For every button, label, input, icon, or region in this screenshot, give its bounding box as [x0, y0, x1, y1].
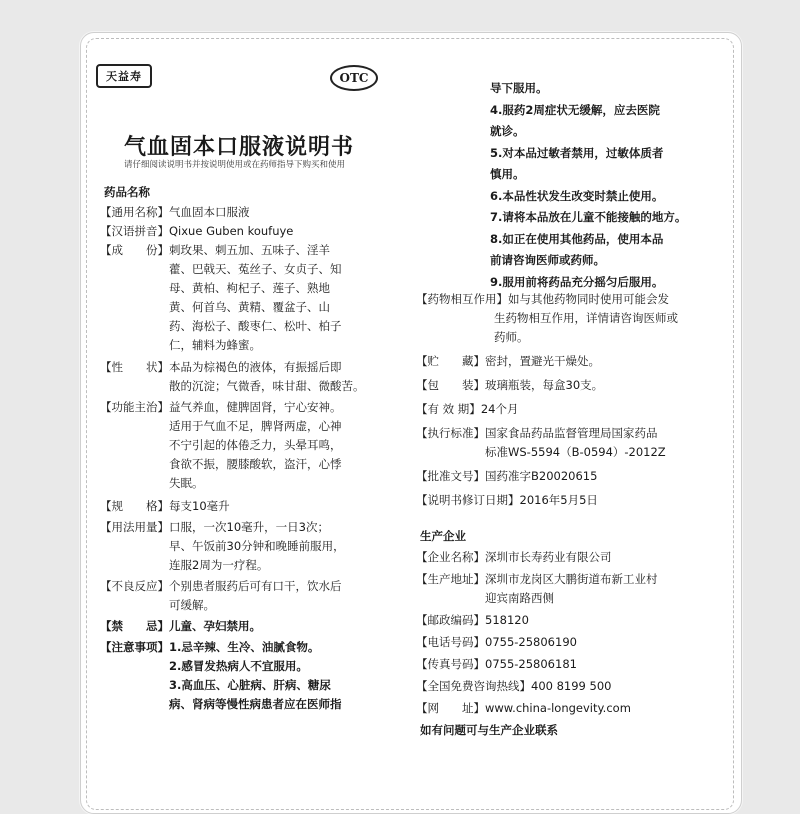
field-label: 【电话号码】 — [416, 635, 485, 649]
value-line: 药师。 — [494, 330, 529, 344]
field-value — [485, 699, 728, 718]
field-value — [485, 548, 728, 567]
note-line: 前请咨询医师或药师。 — [490, 253, 605, 267]
value-line: 母、黄柏、枸杞子、莲子、熟地 — [169, 281, 330, 295]
note-line: 5.对本品过敏者禁用，过敏体质者 — [490, 145, 664, 160]
field-value — [169, 222, 395, 241]
value-line: 益气养血，健脾固肾，宁心安神。 — [169, 400, 342, 414]
value-line: 标准WS-5594（B-0594）-2012Z — [485, 445, 666, 459]
value-line: 深圳市长寿药业有限公司 — [485, 550, 612, 564]
note-line: 6.本品性状发生改变时禁止使用。 — [490, 188, 664, 203]
note-line: 4.服药2周症状无缓解，应去医院 — [490, 102, 660, 117]
value-line: 仁，辅料为蜂蜜。 — [169, 338, 261, 352]
value-line: 2.感冒发热病人不宜服用。 — [169, 659, 308, 673]
value-line: 生药物相互作用，详情请咨询医师或 — [494, 311, 678, 325]
field-value — [169, 241, 395, 355]
field-value — [169, 638, 395, 714]
field-label: 【传真号码】 — [416, 657, 485, 671]
field-label: 【药物相互作用】 — [416, 292, 508, 306]
value-line: 迎宾南路西侧 — [485, 591, 554, 605]
field-postcode — [416, 611, 728, 630]
field-label: 【包 装】 — [416, 378, 485, 392]
value-line: 失眠。 — [169, 476, 204, 490]
value-line: 病、肾病等慢性病患者应在医师指 — [169, 697, 342, 711]
value-line: 藿、巴戟天、菟丝子、女贞子、知 — [169, 262, 342, 276]
value-line: 可缓解。 — [169, 598, 215, 612]
note-line: 7.请将本品放在儿童不能接触的地方。 — [490, 210, 687, 224]
field-value — [485, 352, 728, 371]
value-line: 适用于气血不足，脾肾两虚，心神 — [169, 419, 342, 433]
field-company-name — [416, 548, 728, 567]
field-standard — [416, 424, 728, 462]
field-dosage — [100, 518, 395, 575]
field-label: 【邮政编码】 — [416, 613, 485, 627]
value-line: 国药准字B20020615 — [485, 469, 598, 483]
field-label: 【规 格】 — [100, 499, 169, 513]
field-approval-number — [416, 467, 728, 486]
field-label: 【成 份】 — [100, 243, 169, 257]
field-value — [485, 633, 728, 652]
value-line: 密封，置避光干燥处。 — [485, 354, 600, 368]
field-value — [169, 497, 395, 516]
value-line: 刺玫果、刺五加、五味子、淫羊 — [169, 243, 330, 257]
value-line: Qixue Guben koufuye — [169, 224, 294, 238]
value-line: www.china-longevity.com — [485, 701, 631, 715]
field-interactions-cont — [416, 309, 728, 347]
field-value — [485, 570, 728, 608]
field-label: 【通用名称】 — [100, 205, 169, 219]
note-line: 9.服用前将药品充分摇匀后服用。 — [490, 274, 664, 289]
value-line: 深圳市龙岗区大鹏街道布新工业村 — [485, 572, 658, 586]
field-value — [169, 358, 395, 396]
field-label: 【汉语拼音】 — [100, 224, 169, 238]
field-website — [416, 699, 728, 718]
field-label: 【企业名称】 — [416, 550, 485, 564]
note-line: 就诊。 — [490, 124, 525, 138]
value-line: 儿童、孕妇禁用。 — [169, 619, 261, 633]
otc-badge: OTC — [330, 65, 378, 91]
field-ingredients — [100, 241, 395, 355]
value-line: 口服，一次10毫升，一日3次； — [169, 520, 329, 534]
field-generic-name — [100, 203, 395, 222]
note-line: 导下服用。 — [490, 81, 548, 95]
value-line: 0755-25806181 — [485, 657, 577, 671]
document-title: 气血固本口服液说明书 — [124, 135, 355, 160]
value-line: 如与其他药物同时使用可能会发 — [508, 292, 669, 306]
value-line: 药、海松子、酸枣仁、松叶、柏子 — [169, 319, 342, 333]
field-phone — [416, 633, 728, 652]
document-subtitle: 请仔细阅读说明书并按说明使用或在药师指导下购买和使用 — [124, 160, 346, 170]
field-value — [481, 400, 728, 419]
field-label: 【禁 忌】 — [100, 619, 169, 633]
field-value — [508, 290, 728, 309]
value-line: 每支10毫升 — [169, 499, 230, 513]
value-line: 个别患者服药后可有口干，饮水后 — [169, 579, 342, 593]
field-properties — [100, 358, 395, 396]
field-value — [169, 203, 395, 222]
field-label: 【功能主治】 — [100, 400, 169, 414]
field-label: 【有 效 期】 — [416, 402, 481, 416]
field-label: 【不良反应】 — [100, 579, 169, 593]
field-fax — [416, 655, 728, 674]
field-label: 【注意事项】 — [100, 640, 169, 654]
field-adverse-reactions — [100, 577, 395, 615]
field-value — [485, 611, 728, 630]
value-line: 散的沉淀；气微香，味甘甜、微酸苦。 — [169, 379, 365, 393]
field-indications — [100, 398, 395, 493]
field-value — [169, 398, 395, 493]
value-line: 食欲不振，腰膝酸软，盗汗，心悸 — [169, 457, 342, 471]
note-line: 慎用。 — [490, 167, 525, 181]
field-hotline — [416, 677, 728, 696]
value-line: 本品为棕褐色的液体，有振摇后即 — [169, 360, 342, 374]
field-specification — [100, 497, 395, 516]
left-column — [100, 203, 395, 714]
field-label: 【用法用量】 — [100, 520, 169, 534]
field-revision-date — [416, 491, 728, 510]
field-value — [485, 376, 728, 395]
value-line: 518120 — [485, 613, 529, 627]
company-block — [416, 548, 728, 718]
field-package — [416, 376, 728, 395]
field-value — [169, 577, 395, 615]
precautions-continued — [490, 78, 730, 293]
field-value — [169, 617, 395, 636]
field-value — [485, 467, 728, 486]
value-line: 0755-25806190 — [485, 635, 577, 649]
value-line: 气血固本口服液 — [169, 205, 250, 219]
field-label: 【批准文号】 — [416, 469, 485, 483]
field-label: 【生产地址】 — [416, 572, 485, 586]
field-interactions — [416, 290, 728, 309]
value-line: 黄、何首乌、黄精、覆盆子、山 — [169, 300, 330, 314]
value-line: 玻璃瓶装，每盒30支。 — [485, 378, 604, 392]
field-precautions — [100, 638, 395, 714]
field-contraindications — [100, 617, 395, 636]
field-label: 【执行标准】 — [416, 426, 485, 440]
field-label: 【全国免费咨询热线】 — [416, 679, 531, 693]
value-line: 400 8199 500 — [531, 679, 612, 693]
field-label: 【说明书修订日期】 — [416, 493, 520, 507]
value-line: 国家食品药品监督管理局国家药品 — [485, 426, 658, 440]
value-line: 连服2周为一疗程。 — [169, 558, 269, 572]
value-line: 早、午饭前30分钟和晚睡前服用， — [169, 539, 345, 553]
section-drug-name: 药品名称 — [104, 185, 150, 199]
right-column — [416, 290, 728, 510]
value-line: 3.高血压、心脏病、肝病、糖尿 — [169, 678, 331, 692]
field-value — [169, 518, 395, 575]
brand-logo: 天益寿 — [96, 64, 152, 88]
field-value — [531, 677, 728, 696]
note-line: 8.如正在使用其他药品，使用本品 — [490, 231, 664, 246]
contact-note: 如有问题可与生产企业联系 — [420, 723, 558, 737]
value-line: 1.忌辛辣、生冷、油腻食物。 — [169, 640, 320, 654]
value-line: 不宁引起的体倦乏力，头晕耳鸣， — [169, 438, 342, 452]
field-value — [520, 491, 729, 510]
value-line: 24个月 — [480, 402, 519, 416]
field-shelf-life — [416, 400, 728, 419]
section-manufacturer: 生产企业 — [420, 529, 466, 543]
field-label: 【贮 藏】 — [416, 354, 485, 368]
value-line: 2016年5月5日 — [519, 493, 598, 507]
field-pinyin — [100, 222, 395, 241]
field-value — [485, 424, 728, 462]
field-storage — [416, 352, 728, 371]
field-address — [416, 570, 728, 608]
field-value — [485, 655, 728, 674]
field-label: 【网 址】 — [416, 701, 485, 715]
field-label: 【性 状】 — [100, 360, 169, 374]
